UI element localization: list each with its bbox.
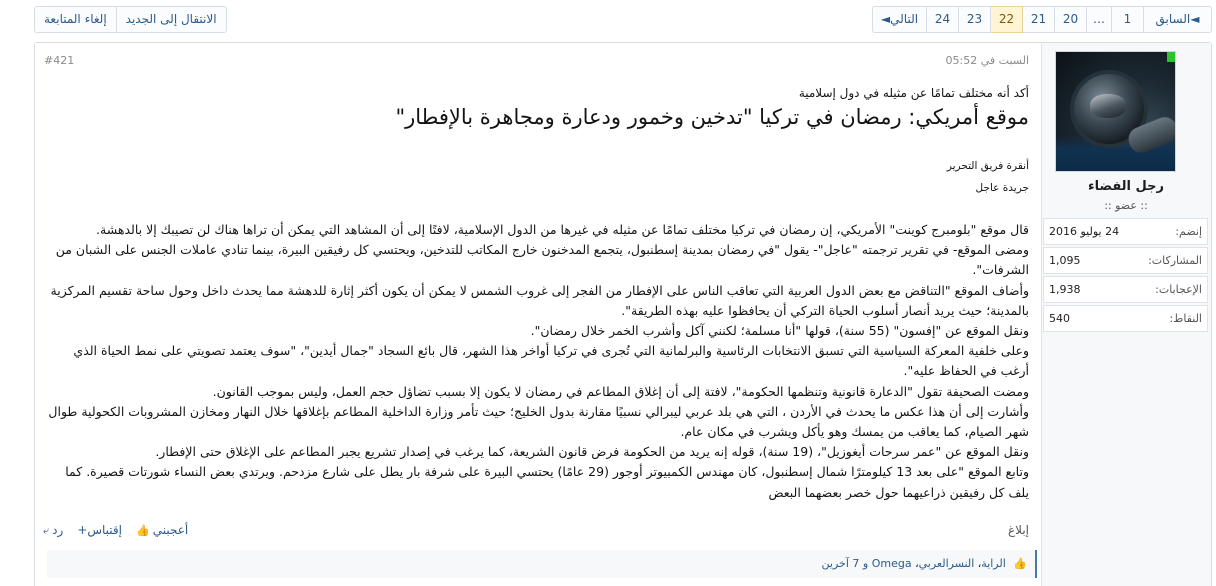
page-link-current[interactable]: 22 (991, 6, 1023, 33)
pagination-prev-button[interactable]: ◄السابق (1144, 6, 1212, 33)
stat-label: إنضم: (1175, 225, 1202, 238)
reply-arrow-icon: ⤶ (43, 524, 50, 537)
post-actions-row (43, 523, 1029, 543)
liker-link[interactable]: الراية (981, 557, 1006, 570)
post-content (35, 43, 1041, 586)
go-to-new-button[interactable]: الانتقال إلى الجديد (116, 6, 227, 33)
article-byline: أنقرة فريق التحرير (946, 160, 1029, 172)
article-paragraph: وتابع الموقع "على بعد 13 كيلومترًا شمال إسطنبول، كان مهندس الكمبيوتر أوجور (29 عامًا) يحتسي البيرة على شرفة بار يطل على شارع مزدحم. ويرتدي بعض النساء شورتات قصيرة. كما يلف كل رفيقين ذراعيهما حول خصر بعضهما البعض (65, 464, 1029, 500)
page-link[interactable]: 20 (1055, 6, 1087, 33)
reply-button[interactable] (43, 523, 63, 538)
username-link[interactable]: رجل الفضاء (1087, 179, 1164, 194)
stat-likes (1043, 276, 1208, 303)
article-source: جريدة عاجل (975, 182, 1029, 194)
post-number-link[interactable]: #421 (44, 54, 75, 67)
thumbs-up-icon: 👍 (1013, 557, 1027, 570)
separator: ، (974, 557, 982, 570)
article-paragraph: قال موقع "بلومبرج كوينت" الأمريكي، إن رمضان في تركيا مختلف تمامًا عن مثيله في غيرها من الدول الإسلامية، لافتًا إلى أن المشاهد التي يمكن أن تراها هناك لن تصيبك إلا بالدهشة. (96, 222, 1029, 237)
stat-value: 1,938 (1049, 283, 1081, 296)
reply-label: رد (52, 523, 64, 537)
thumbs-up-icon: 👍 (136, 524, 150, 537)
page-link[interactable]: 24 (927, 6, 959, 33)
article-paragraph: وأشارت إلى أن هذا عكس ما يحدث في الأردن ، التي هي بلد عربي ليبرالي نسبيًا مقارنة بدول الخليج؛ حيث تأمر وزارة الداخلية المطاعم بإغلاقها خلال النهار ومخازن المشروبات الكحولية طوال شهر الصيام، كما يعاقب من يمسك وهو يأكل ويشرب في مكان عام. (48, 403, 1029, 440)
article-paragraph: وعلى خلفية المعركة السياسية التي تسبق الانتخابات الرئاسية والبرلمانية التي تُجرى في تركيا أواخر هذا الشهر، قال بائع السجاد "جمال أيدين"، "سوف يعتمد تصويتي على نمط الحياة الذي أرغب في الحفاظ عليه". (73, 343, 1029, 379)
article-headline: موقع أمريكي: رمضان في تركيا "تدخين وخمور ودعارة ومجاهرة بالإفطار" (395, 105, 1029, 129)
liker-link[interactable]: Omega (871, 557, 912, 570)
liker-link[interactable]: النسرالعربي (918, 557, 975, 570)
online-indicator (1167, 52, 1175, 62)
stat-joined (1043, 218, 1208, 245)
avatar-visor (1090, 94, 1126, 118)
separator: ، (911, 557, 919, 570)
user-stats (1043, 218, 1208, 334)
article-body (45, 220, 1029, 503)
pagination (863, 6, 1212, 33)
page-link[interactable]: 1 (1112, 6, 1144, 33)
quote-button[interactable] (77, 523, 122, 538)
article-paragraph: ومضى الموقع- في تقرير ترجمته "عاجل"- يقول "في رمضان بمدينة إسطنبول، يتجمع المدخنون خارج المكاتب للتدخين، ويحتسي كل رفيقين البيرة، بينما تنادي عاملات الجنس على الشبان من الشرفات". (55, 242, 1029, 278)
article-paragraph: وأضاف الموقع "التناقض مع بعض الدول العربية التي تعاقب الناس على الإفطار من الفجر إلى غروب الشمس لا يمكن أن يكون أكثر إثارة للدهشة مما يحدث داخل وحول ساحة تقسيم المركزية بالمدينة؛ حيث يريد أنصار أسلوب الحياة التركي أن يحافظوا عليه بهذه الطريقة". (50, 282, 1029, 318)
unwatch-button[interactable]: إلغاء المتابعة (34, 6, 116, 33)
post-actions (43, 523, 202, 538)
article-paragraph: ونقل الموقع عن "إفسون" (55 سنة)، قولها "أنا مسلمة؛ لكنني آكل وأشرب الخمر خلال رمضان". (530, 323, 1029, 339)
user-title: :: عضو :: (1104, 199, 1148, 212)
article-subheading: أكد أنه مختلف تمامًا عن مثيله في دول إسلامية (798, 86, 1029, 100)
post-date-link[interactable]: السبت في 05:52 (945, 54, 1029, 67)
report-link[interactable]: إبلاغ (1008, 523, 1029, 537)
user-info-panel (1041, 43, 1211, 586)
avatar[interactable] (1055, 51, 1176, 172)
like-button[interactable] (136, 523, 188, 538)
post (34, 42, 1212, 586)
quote-label: +إقتباس (77, 523, 122, 537)
likes-others-link[interactable]: و 7 آخرين (821, 557, 869, 570)
page-ellipsis[interactable]: … (1087, 6, 1112, 33)
page-link[interactable]: 21 (1023, 6, 1055, 33)
stat-label: الإعجابات: (1155, 283, 1202, 296)
article-paragraph: ومضت الصحيفة تقول "الدعارة قانونية وتنظمها الحكومة"، لافتة إلى أن إغلاق المطاعم في رمضان لا يكون إلا بسبب تضاؤل حجم العمل، وليس بموجب القانون. (212, 383, 1029, 399)
article-paragraph: ونقل الموقع عن "عمر سرحات أيغوزيل"، (19 سنة)، قوله إنه يريد من الحكومة فرض قانون الشريعة، كما يرغب في إصدار تشريع يجبر المطاعم على الإغلاق حتى الإفطار. (155, 444, 1029, 460)
like-label: أعجبني (152, 523, 189, 537)
top-bar (34, 6, 1212, 34)
stat-points (1043, 305, 1208, 332)
stat-label: النقاط: (1169, 312, 1202, 325)
thread-actions (34, 6, 227, 33)
stat-value[interactable]: 1,095 (1049, 254, 1081, 267)
stat-value: 24 يوليو 2016 (1049, 225, 1120, 238)
pagination-next-button[interactable]: التالي◄ (872, 6, 927, 33)
stat-value[interactable]: 540 (1049, 312, 1070, 325)
stat-label: المشاركات: (1148, 254, 1202, 267)
likes-summary (47, 550, 1037, 578)
page-link[interactable]: 23 (959, 6, 991, 33)
stat-posts (1043, 247, 1208, 274)
